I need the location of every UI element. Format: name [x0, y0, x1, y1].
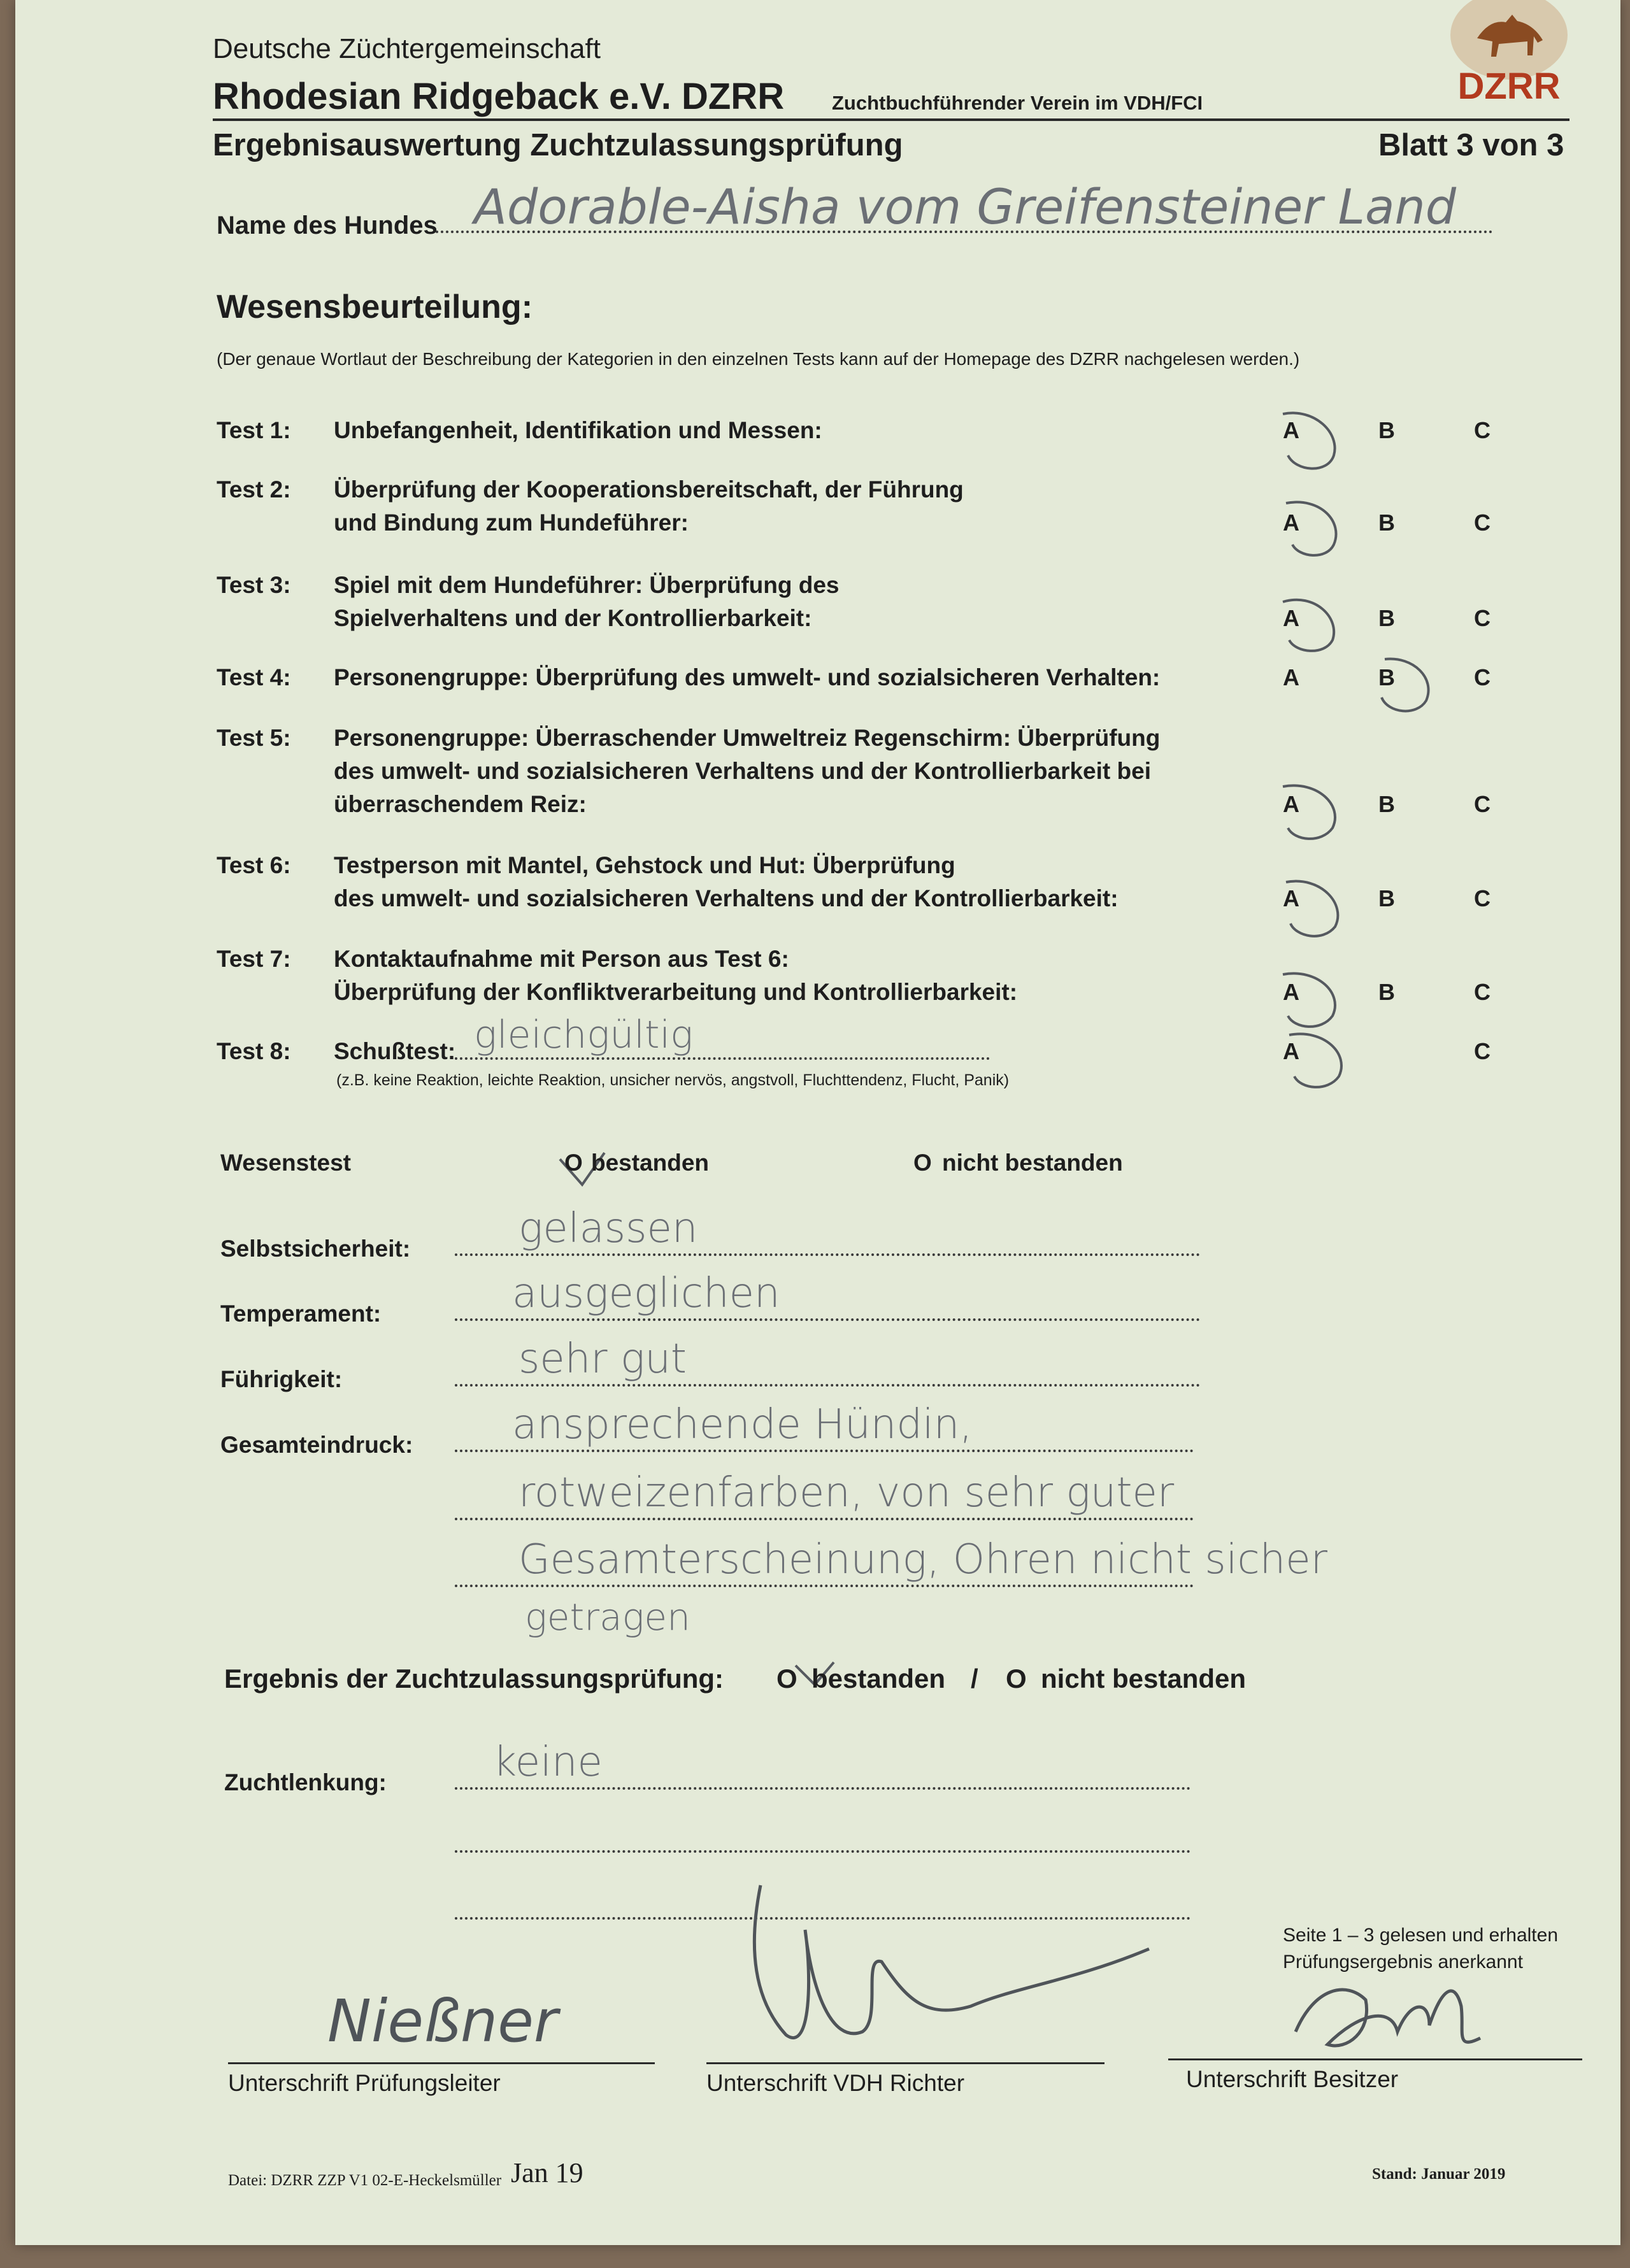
test-2-grade-c[interactable]: C	[1474, 510, 1491, 536]
trait-selbstsicherheit-line	[455, 1253, 1200, 1256]
test-1-grade-b[interactable]: B	[1378, 417, 1395, 443]
trait-selbstsicherheit-label: Selbstsicherheit:	[220, 1236, 411, 1262]
test-8-grade-c[interactable]: C	[1474, 1038, 1491, 1064]
section-note: (Der genaue Wortlaut der Beschreibung der Kategorien in den einzelnen Tests kann auf der Homepage des DZRR nachgelesen werden.)	[217, 349, 1300, 369]
test-1-grade-c[interactable]: C	[1474, 417, 1491, 443]
test-1-grade-a[interactable]: A	[1283, 417, 1299, 443]
test-8-line-1: Schußtest:	[334, 1038, 456, 1064]
trait-selbstsicherheit-value: gelassen	[518, 1205, 698, 1252]
document-title: Ergebnisauswertung Zuchtzulassungsprüfung	[213, 128, 903, 162]
club-subtitle: Zuchtbuchführender Verein im VDH/FCI	[832, 92, 1203, 114]
test-7-grade-c[interactable]: C	[1474, 979, 1491, 1005]
test-8-grade-a[interactable]: A	[1283, 1038, 1299, 1064]
wesenstest-fail-bullet[interactable]: O	[913, 1150, 932, 1176]
trait-temperament-label: Temperament:	[220, 1301, 382, 1327]
test-8-hint: (z.B. keine Reaktion, leichte Reaktion, unsicher nervös, angstvoll, Fluchttendenz, Flucht, Panik)	[336, 1071, 1010, 1089]
test-5-grade-c[interactable]: C	[1474, 791, 1491, 817]
result-pass-label: bestanden	[811, 1664, 946, 1694]
trait-gesamteindruck-value: ansprechende Hündin,	[512, 1401, 973, 1448]
test-7-grade-a[interactable]: A	[1283, 979, 1299, 1005]
trait-gesamteindruck-line-3	[455, 1585, 1194, 1587]
trait-gesamteindruck-extra-3: getragen	[525, 1595, 690, 1639]
test-5-line-2: des umwelt- und sozialsicheren Verhaltens und der Kontrollierbarkeit bei	[334, 758, 1151, 784]
test-2-line-2: und Bindung zum Hundeführer:	[334, 510, 689, 536]
owner-note-line-1: Seite 1 – 3 gelesen und erhalten	[1283, 1925, 1558, 1946]
wesenstest-label: Wesenstest	[220, 1150, 351, 1176]
wesenstest-pass-label: bestanden	[591, 1150, 710, 1176]
test-3-label: Test 3:	[217, 572, 291, 598]
test-6-label: Test 6:	[217, 852, 291, 878]
trait-gesamteindruck-label: Gesamteindruck:	[220, 1432, 413, 1458]
trait-gesamteindruck-extra-2: Gesamterscheinung, Ohren nicht sicher	[518, 1536, 1327, 1583]
signature-pruefungsleiter-label: Unterschrift Prüfungsleiter	[228, 2070, 501, 2096]
test-8-circle-a	[1289, 1034, 1341, 1087]
test-4-grade-c[interactable]: C	[1474, 664, 1491, 690]
test-3-circle-a	[1283, 600, 1334, 651]
footer-date-handwritten: Jan 19	[511, 2157, 583, 2188]
test-5-circle-a	[1283, 785, 1335, 838]
test-7-label: Test 7:	[217, 946, 291, 972]
test-7-line-1: Kontaktaufnahme mit Person aus Test 6:	[334, 946, 789, 972]
test-2-label: Test 2:	[217, 476, 291, 503]
logo-text: DZRR	[1457, 66, 1561, 107]
section-title: Wesensbeurteilung:	[217, 289, 533, 325]
zuchtlenkung-line-1	[455, 1787, 1190, 1790]
signature-richter-label: Unterschrift VDH Richter	[706, 2070, 965, 2096]
trait-gesamteindruck-extra-1: rotweizenfarben, von sehr guter	[518, 1469, 1175, 1516]
trait-fuehrigkeit-label: Führigkeit:	[220, 1366, 343, 1392]
test-1-label: Test 1:	[217, 417, 291, 443]
test-2-grade-a[interactable]: A	[1283, 510, 1299, 536]
test-1-line-1: Unbefangenheit, Identifikation und Messen:	[334, 417, 822, 443]
test-4-label: Test 4:	[217, 664, 291, 690]
test-1-circle-a	[1283, 413, 1335, 468]
result-fail-label: nicht bestanden	[1041, 1664, 1247, 1694]
test-5-grade-b[interactable]: B	[1378, 791, 1395, 817]
trait-fuehrigkeit-value: sehr gut	[518, 1336, 687, 1383]
test-4-grade-a[interactable]: A	[1283, 664, 1299, 690]
wesenstest-fail-label: nicht bestanden	[942, 1150, 1123, 1176]
form-sheet	[15, 0, 1620, 2245]
result-label: Ergebnis der Zuchtzulassungsprüfung:	[224, 1664, 724, 1694]
test-5-label: Test 5:	[217, 725, 291, 751]
test-2-line-1: Überprüfung der Kooperationsbereitschaft, der Führung	[334, 476, 964, 503]
trait-gesamteindruck-line-2	[455, 1518, 1194, 1520]
signature-pruefungsleiter-scribble: Nießner	[327, 1987, 558, 2055]
zuchtlenkung-label: Zuchtlenkung:	[224, 1769, 387, 1795]
signature-besitzer-rule	[1168, 2058, 1582, 2060]
trait-fuehrigkeit-line	[455, 1384, 1200, 1387]
footer-file: Datei: DZRR ZZP V1 02-E-Heckelsmüller	[228, 2172, 502, 2189]
test-4-circle-b	[1382, 659, 1429, 711]
test-2-circle-a	[1286, 502, 1336, 555]
signature-besitzer-label: Unterschrift Besitzer	[1186, 2066, 1399, 2092]
result-pass-bullet[interactable]: O	[776, 1664, 797, 1694]
result-separator: /	[971, 1664, 978, 1694]
test-7-circle-a	[1283, 973, 1335, 1026]
test-6-line-1: Testperson mit Mantel, Gehstock und Hut: Überprüfung	[334, 852, 955, 878]
test-8-label: Test 8:	[217, 1038, 291, 1064]
test-6-grade-b[interactable]: B	[1378, 885, 1395, 911]
test-5-grade-a[interactable]: A	[1283, 791, 1299, 817]
test-5-line-1: Personengruppe: Überraschender Umweltreiz Regenschirm: Überprüfung	[334, 725, 1161, 751]
test-3-grade-a[interactable]: A	[1283, 605, 1299, 631]
test-4-line-1: Personengruppe: Überprüfung des umwelt- und sozialsicheren Verhalten:	[334, 664, 1161, 690]
trait-temperament-line	[455, 1318, 1200, 1321]
org-line: Deutsche Züchtergemeinschaft	[213, 33, 601, 64]
test-6-line-2: des umwelt- und sozialsicheren Verhaltens und der Kontrollierbarkeit:	[334, 885, 1119, 911]
dog-name-label: Name des Hundes	[217, 211, 438, 239]
test-4-grade-b[interactable]: B	[1378, 664, 1395, 690]
test-5-line-3: überraschendem Reiz:	[334, 791, 587, 817]
wesenstest-pass-bullet[interactable]: O	[564, 1150, 583, 1176]
zuchtlenkung-value: keine	[493, 1739, 603, 1786]
signature-pruefungsleiter-rule	[228, 2062, 655, 2064]
test-7-line-2: Überprüfung der Konfliktverarbeitung und Kontrollierbarkeit:	[334, 979, 1018, 1005]
trait-gesamteindruck-line-1	[455, 1450, 1194, 1452]
sheet-number: Blatt 3 von 3	[1378, 128, 1564, 162]
test-6-grade-a[interactable]: A	[1283, 885, 1299, 911]
footer-stand: Stand: Januar 2019	[1372, 2165, 1506, 2183]
result-fail-bullet[interactable]: O	[1006, 1664, 1027, 1694]
club-name: Rhodesian Ridgeback e.V. DZRR	[213, 76, 785, 117]
signature-richter-scribble	[716, 1872, 1200, 2064]
test-3-line-1: Spiel mit dem Hundeführer: Überprüfung des	[334, 572, 840, 598]
trait-temperament-value: ausgeglichen	[512, 1270, 780, 1317]
test-3-grade-c[interactable]: C	[1474, 605, 1491, 631]
owner-note-line-2: Prüfungsergebnis anerkannt	[1283, 1951, 1523, 1972]
test-8-handwritten: gleichgültig	[474, 1013, 694, 1057]
test-7-grade-b[interactable]: B	[1378, 979, 1395, 1005]
dog-name-value: Adorable-Aisha vom Greifensteiner Land	[474, 178, 1456, 235]
test-6-grade-c[interactable]: C	[1474, 885, 1491, 911]
signature-richter-rule	[706, 2062, 1105, 2064]
test-2-grade-b[interactable]: B	[1378, 510, 1395, 536]
zuchtlenkung-line-2	[455, 1850, 1190, 1853]
test-3-line-2: Spielverhaltens und der Kontrollierbarkeit:	[334, 605, 812, 631]
test-3-grade-b[interactable]: B	[1378, 605, 1395, 631]
test-6-circle-a	[1286, 881, 1338, 936]
